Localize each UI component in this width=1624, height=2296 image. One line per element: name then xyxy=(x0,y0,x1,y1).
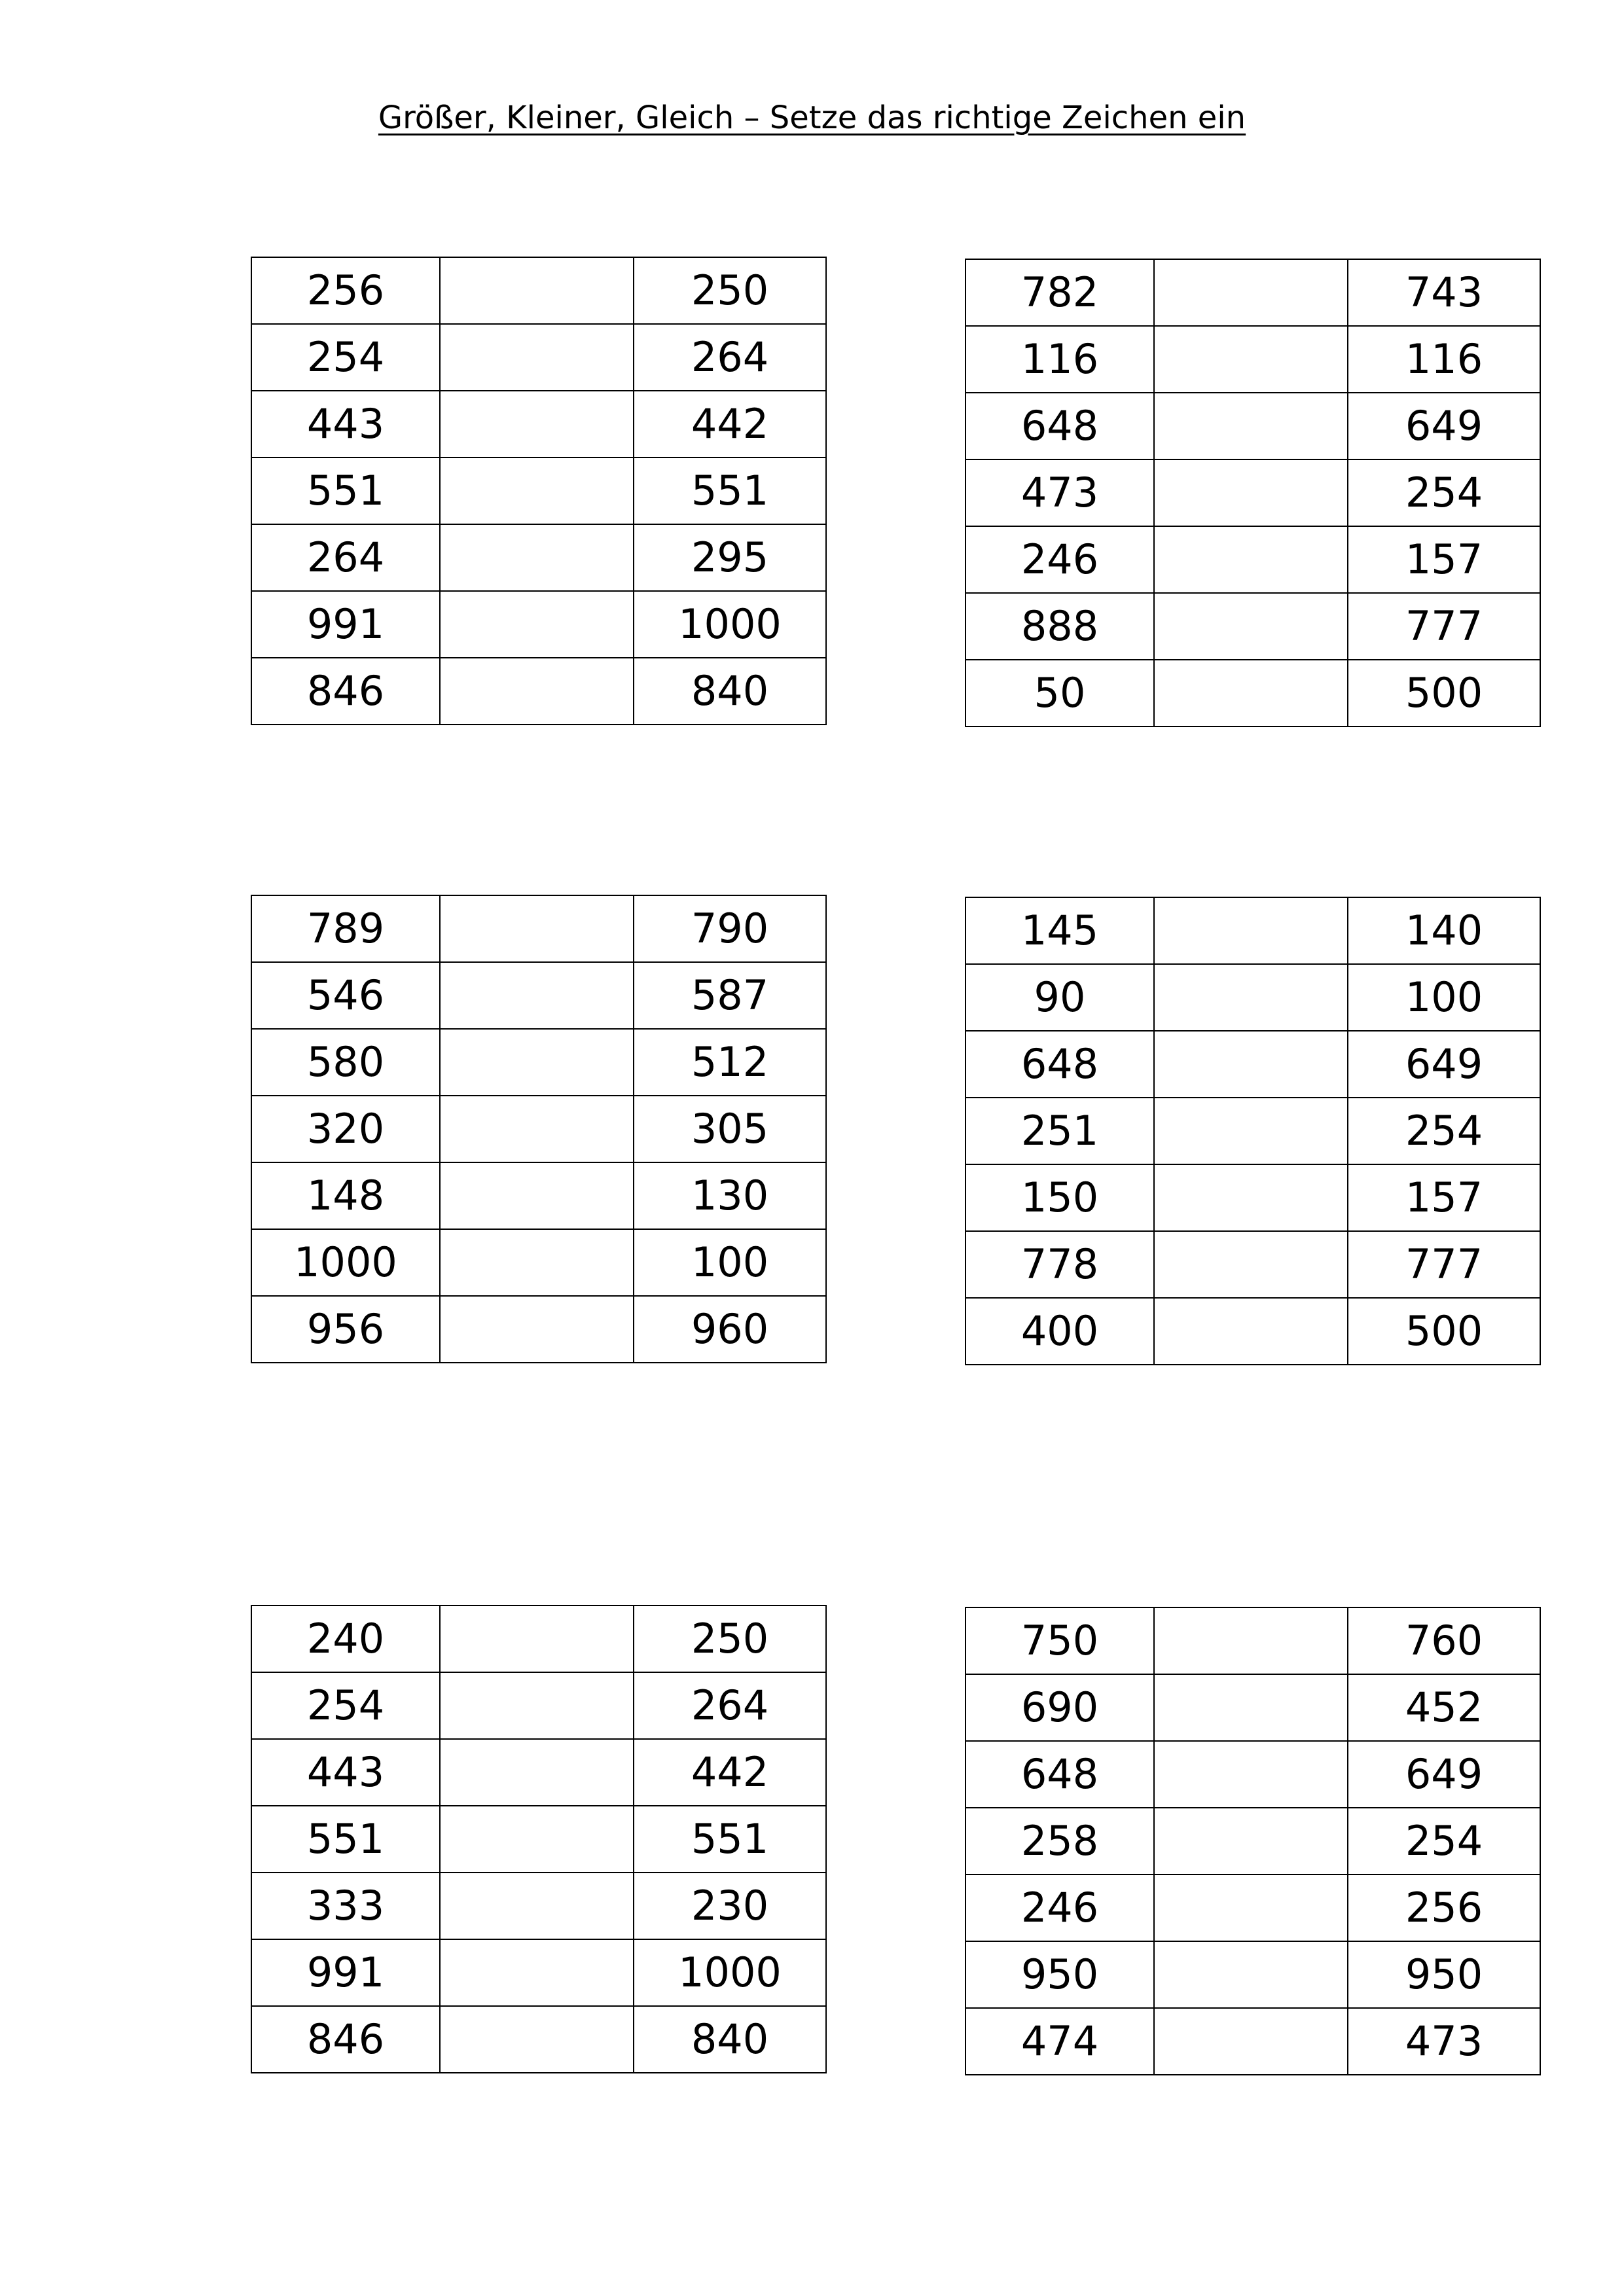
answer-cell[interactable] xyxy=(1154,259,1348,326)
left-number: 991 xyxy=(251,1939,440,2006)
left-number: 690 xyxy=(965,1674,1154,1741)
table-row xyxy=(251,1096,826,1162)
table-row xyxy=(965,964,1540,1031)
answer-cell[interactable] xyxy=(440,1806,634,1873)
answer-cell[interactable] xyxy=(440,658,634,725)
right-number: 254 xyxy=(1348,459,1540,526)
left-number: 580 xyxy=(251,1029,440,1096)
answer-cell[interactable] xyxy=(1154,459,1348,526)
left-number: 240 xyxy=(251,1605,440,1672)
left-number: 750 xyxy=(965,1607,1154,1674)
left-number: 551 xyxy=(251,457,440,524)
table-row xyxy=(251,1873,826,1939)
answer-cell[interactable] xyxy=(1154,526,1348,593)
answer-cell[interactable] xyxy=(440,1605,634,1672)
table-row xyxy=(251,1229,826,1296)
table-row xyxy=(251,1806,826,1873)
left-number: 648 xyxy=(965,393,1154,459)
right-number: 157 xyxy=(1348,1164,1540,1231)
answer-cell[interactable] xyxy=(1154,1031,1348,1098)
table-row xyxy=(251,895,826,962)
table-row xyxy=(965,1164,1540,1231)
right-number: 264 xyxy=(634,324,826,391)
table-row xyxy=(965,393,1540,459)
left-number: 546 xyxy=(251,962,440,1029)
table-row xyxy=(965,459,1540,526)
answer-cell[interactable] xyxy=(1154,660,1348,726)
left-number: 551 xyxy=(251,1806,440,1873)
right-number: 649 xyxy=(1348,1031,1540,1098)
left-number: 148 xyxy=(251,1162,440,1229)
table-row xyxy=(965,1098,1540,1164)
right-number: 250 xyxy=(634,1605,826,1672)
answer-cell[interactable] xyxy=(440,962,634,1029)
left-number: 474 xyxy=(965,2008,1154,2075)
left-number: 150 xyxy=(965,1164,1154,1231)
table-row xyxy=(965,1674,1540,1741)
table-row xyxy=(965,660,1540,726)
left-number: 145 xyxy=(965,897,1154,964)
answer-cell[interactable] xyxy=(440,1296,634,1363)
table-row xyxy=(251,1939,826,2006)
table-row xyxy=(965,1741,1540,1808)
page-title-text: Größer, Kleiner, Gleich – Setze das richtige Zeichen ein xyxy=(378,99,1246,136)
right-number: 777 xyxy=(1348,593,1540,660)
left-number: 648 xyxy=(965,1031,1154,1098)
left-number: 648 xyxy=(965,1741,1154,1808)
comparison-table xyxy=(251,257,827,725)
left-number: 991 xyxy=(251,591,440,658)
answer-cell[interactable] xyxy=(440,2006,634,2073)
left-number: 443 xyxy=(251,1739,440,1806)
answer-cell[interactable] xyxy=(440,524,634,591)
right-number: 100 xyxy=(1348,964,1540,1031)
right-number: 1000 xyxy=(634,591,826,658)
answer-cell[interactable] xyxy=(1154,1231,1348,1298)
table-row xyxy=(965,1231,1540,1298)
left-number: 116 xyxy=(965,326,1154,393)
answer-cell[interactable] xyxy=(1154,593,1348,660)
table-row xyxy=(965,1808,1540,1874)
left-number: 1000 xyxy=(251,1229,440,1296)
page-title xyxy=(0,98,1624,137)
comparison-table xyxy=(965,897,1541,1365)
right-number: 840 xyxy=(634,2006,826,2073)
right-number: 250 xyxy=(634,257,826,324)
left-number: 254 xyxy=(251,1672,440,1739)
right-number: 157 xyxy=(1348,526,1540,593)
comparison-table xyxy=(965,1607,1541,2075)
right-number: 790 xyxy=(634,895,826,962)
answer-cell[interactable] xyxy=(440,1739,634,1806)
table-row xyxy=(965,1607,1540,1674)
right-number: 264 xyxy=(634,1672,826,1739)
table-row xyxy=(251,658,826,725)
right-number: 551 xyxy=(634,457,826,524)
table-row xyxy=(965,2008,1540,2075)
answer-cell[interactable] xyxy=(1154,1164,1348,1231)
right-number: 452 xyxy=(1348,1674,1540,1741)
right-number: 140 xyxy=(1348,897,1540,964)
table-row xyxy=(965,1874,1540,1941)
right-number: 760 xyxy=(1348,1607,1540,1674)
answer-cell[interactable] xyxy=(440,1029,634,1096)
left-number: 782 xyxy=(965,259,1154,326)
table-row xyxy=(965,897,1540,964)
right-number: 305 xyxy=(634,1096,826,1162)
answer-cell[interactable] xyxy=(440,257,634,324)
answer-cell[interactable] xyxy=(1154,2008,1348,2075)
right-number: 1000 xyxy=(634,1939,826,2006)
left-number: 251 xyxy=(965,1098,1154,1164)
table-row xyxy=(251,1605,826,1672)
answer-cell[interactable] xyxy=(1154,1741,1348,1808)
left-number: 789 xyxy=(251,895,440,962)
table-row xyxy=(251,1739,826,1806)
answer-cell[interactable] xyxy=(1154,1808,1348,1874)
left-number: 956 xyxy=(251,1296,440,1363)
left-number: 90 xyxy=(965,964,1154,1031)
right-number: 840 xyxy=(634,658,826,725)
table-row xyxy=(251,324,826,391)
right-number: 473 xyxy=(1348,2008,1540,2075)
right-number: 500 xyxy=(1348,1298,1540,1365)
left-number: 50 xyxy=(965,660,1154,726)
answer-cell[interactable] xyxy=(1154,393,1348,459)
table-row xyxy=(251,1296,826,1363)
answer-cell[interactable] xyxy=(440,1229,634,1296)
answer-cell[interactable] xyxy=(1154,1607,1348,1674)
right-number: 649 xyxy=(1348,393,1540,459)
right-number: 960 xyxy=(634,1296,826,1363)
left-number: 264 xyxy=(251,524,440,591)
left-number: 258 xyxy=(965,1808,1154,1874)
table-row xyxy=(251,391,826,457)
answer-cell[interactable] xyxy=(1154,1874,1348,1941)
table-row xyxy=(251,1672,826,1739)
answer-cell[interactable] xyxy=(440,1939,634,2006)
answer-cell[interactable] xyxy=(1154,1941,1348,2008)
right-number: 512 xyxy=(634,1029,826,1096)
right-number: 295 xyxy=(634,524,826,591)
left-number: 443 xyxy=(251,391,440,457)
left-number: 254 xyxy=(251,324,440,391)
table-row xyxy=(251,1162,826,1229)
right-number: 254 xyxy=(1348,1808,1540,1874)
comparison-table xyxy=(251,1605,827,2073)
answer-cell[interactable] xyxy=(440,391,634,457)
right-number: 442 xyxy=(634,1739,826,1806)
answer-cell[interactable] xyxy=(1154,1098,1348,1164)
left-number: 333 xyxy=(251,1873,440,1939)
table-row xyxy=(251,257,826,324)
left-number: 473 xyxy=(965,459,1154,526)
right-number: 950 xyxy=(1348,1941,1540,2008)
answer-cell[interactable] xyxy=(1154,326,1348,393)
table-row xyxy=(965,259,1540,326)
comparison-table xyxy=(965,259,1541,727)
left-number: 950 xyxy=(965,1941,1154,2008)
table-row xyxy=(251,591,826,658)
right-number: 649 xyxy=(1348,1741,1540,1808)
answer-cell[interactable] xyxy=(440,1162,634,1229)
left-number: 246 xyxy=(965,1874,1154,1941)
right-number: 100 xyxy=(634,1229,826,1296)
right-number: 442 xyxy=(634,391,826,457)
right-number: 587 xyxy=(634,962,826,1029)
right-number: 254 xyxy=(1348,1098,1540,1164)
table-row xyxy=(251,524,826,591)
left-number: 888 xyxy=(965,593,1154,660)
table-row xyxy=(251,962,826,1029)
right-number: 116 xyxy=(1348,326,1540,393)
left-number: 256 xyxy=(251,257,440,324)
right-number: 777 xyxy=(1348,1231,1540,1298)
table-row xyxy=(965,1298,1540,1365)
left-number: 400 xyxy=(965,1298,1154,1365)
right-number: 743 xyxy=(1348,259,1540,326)
comparison-table xyxy=(251,895,827,1363)
right-number: 130 xyxy=(634,1162,826,1229)
answer-cell[interactable] xyxy=(440,1672,634,1739)
answer-cell[interactable] xyxy=(440,895,634,962)
answer-cell[interactable] xyxy=(440,1096,634,1162)
table-row xyxy=(965,1031,1540,1098)
table-row xyxy=(251,1029,826,1096)
answer-cell[interactable] xyxy=(440,457,634,524)
right-number: 230 xyxy=(634,1873,826,1939)
right-number: 551 xyxy=(634,1806,826,1873)
right-number: 256 xyxy=(1348,1874,1540,1941)
table-row xyxy=(965,1941,1540,2008)
answer-cell[interactable] xyxy=(440,1873,634,1939)
answer-cell[interactable] xyxy=(1154,897,1348,964)
left-number: 246 xyxy=(965,526,1154,593)
left-number: 778 xyxy=(965,1231,1154,1298)
answer-cell[interactable] xyxy=(1154,964,1348,1031)
table-row xyxy=(965,526,1540,593)
table-row xyxy=(251,457,826,524)
left-number: 846 xyxy=(251,2006,440,2073)
answer-cell[interactable] xyxy=(1154,1298,1348,1365)
table-row xyxy=(965,593,1540,660)
answer-cell[interactable] xyxy=(440,324,634,391)
right-number: 500 xyxy=(1348,660,1540,726)
table-row xyxy=(251,2006,826,2073)
left-number: 846 xyxy=(251,658,440,725)
answer-cell[interactable] xyxy=(1154,1674,1348,1741)
answer-cell[interactable] xyxy=(440,591,634,658)
left-number: 320 xyxy=(251,1096,440,1162)
table-row xyxy=(965,326,1540,393)
